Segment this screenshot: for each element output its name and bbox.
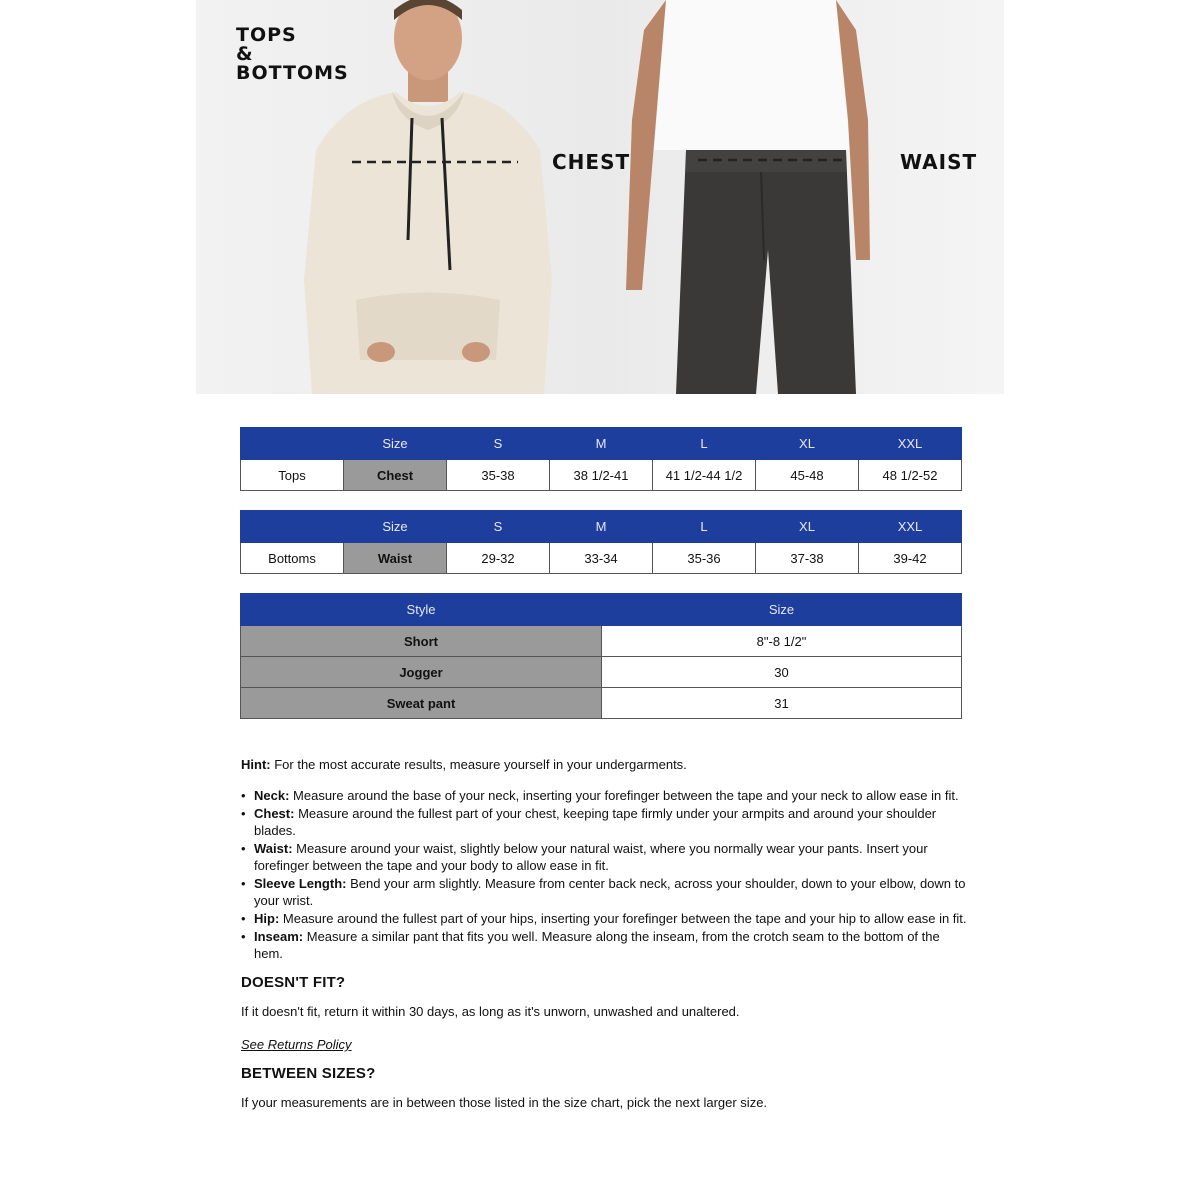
doesnt-fit-heading: DOESN'T FIT?	[241, 974, 346, 991]
table-header-row	[241, 594, 962, 626]
table-row	[241, 626, 962, 657]
style-name-cell: Short	[241, 626, 602, 657]
tip-label: Inseam:	[254, 929, 304, 944]
header-cell: Size	[602, 594, 962, 626]
list-item	[241, 928, 967, 962]
table-cell: 33-34	[550, 543, 653, 574]
list-item	[241, 840, 967, 874]
table-row	[241, 688, 962, 719]
header-cell: XXL	[859, 511, 962, 543]
list-item	[241, 805, 967, 839]
bullet: •	[241, 841, 246, 856]
style-name-cell: Sweat pant	[241, 688, 602, 719]
table-header-row	[241, 511, 962, 543]
inseam-style-table	[240, 593, 962, 719]
hint-text	[241, 756, 967, 773]
table-row	[241, 460, 962, 491]
tip-text: Bend your arm slightly. Measure from center back neck, across your shoulder, down to your elbow, down to your wrist.	[254, 876, 966, 908]
between-sizes-heading: BETWEEN SIZES?	[241, 1065, 376, 1082]
header-cell: XL	[756, 428, 859, 460]
tip-text: Measure around the fullest part of your hips, inserting your forefinger between the tape and your hip to allow ease in fit.	[279, 911, 967, 926]
waist-label: WAIST	[900, 150, 978, 174]
table-cell: 48 1/2-52	[859, 460, 962, 491]
table-cell: 29-32	[447, 543, 550, 574]
bullet: •	[241, 929, 246, 944]
tops-size-table	[240, 427, 962, 491]
hero-image	[196, 0, 1004, 394]
measuring-guide	[241, 756, 967, 1127]
list-item	[241, 875, 967, 909]
measurement-tips-list	[241, 787, 967, 962]
list-item	[241, 787, 967, 804]
style-name-cell: Jogger	[241, 657, 602, 688]
returns-policy-link[interactable]: See Returns Policy	[241, 1037, 352, 1052]
header-cell	[241, 428, 344, 460]
table-cell: 37-38	[756, 543, 859, 574]
tip-text: Measure around the base of your neck, inserting your forefinger between the tape and your neck to allow ease in fit.	[289, 788, 959, 803]
bullet: •	[241, 876, 246, 891]
measure-name-cell: Chest	[344, 460, 447, 491]
bullet: •	[241, 788, 246, 803]
hint-body: For the most accurate results, measure yourself in your undergarments.	[270, 757, 687, 772]
header-cell: L	[653, 428, 756, 460]
table-cell: 35-38	[447, 460, 550, 491]
tip-text: Measure a similar pant that fits you well. Measure along the inseam, from the crotch seam to the bottom of the hem.	[254, 929, 940, 961]
bullet: •	[241, 911, 246, 926]
header-cell: Size	[344, 511, 447, 543]
bottoms-size-table	[240, 510, 962, 574]
header-cell: M	[550, 511, 653, 543]
tip-label: Sleeve Length:	[254, 876, 347, 891]
table-cell: 8"-8 1/2"	[602, 626, 962, 657]
table-cell: 30	[602, 657, 962, 688]
row-label: Bottoms	[241, 543, 344, 574]
table-cell: 38 1/2-41	[550, 460, 653, 491]
tip-label: Neck:	[254, 788, 290, 803]
tip-text: Measure around the fullest part of your chest, keeping tape firmly under your armpits and around your shoulder blades.	[254, 806, 937, 838]
hero-heading	[236, 26, 349, 83]
heading-line: TOPS	[236, 24, 297, 46]
table-cell: 39-42	[859, 543, 962, 574]
header-cell: Size	[344, 428, 447, 460]
bullet: •	[241, 806, 246, 821]
header-cell: Style	[241, 594, 602, 626]
header-cell: S	[447, 511, 550, 543]
measure-name-cell: Waist	[344, 543, 447, 574]
header-cell: L	[653, 511, 756, 543]
tip-label: Chest:	[254, 806, 295, 821]
table-row	[241, 543, 962, 574]
chest-label: CHEST	[552, 150, 631, 174]
heading-line: &	[236, 43, 254, 65]
heading-line: BOTTOMS	[236, 62, 349, 84]
header-cell: S	[447, 428, 550, 460]
tip-label: Hip:	[254, 911, 280, 926]
table-row	[241, 657, 962, 688]
row-label: Tops	[241, 460, 344, 491]
table-cell: 31	[602, 688, 962, 719]
table-header-row	[241, 428, 962, 460]
header-cell	[241, 511, 344, 543]
header-cell: XXL	[859, 428, 962, 460]
doesnt-fit-text: If it doesn't fit, return it within 30 days, as long as it's unworn, unwashed and unaltered.	[241, 1004, 740, 1019]
between-sizes-text: If your measurements are in between those listed in the size chart, pick the next larger size.	[241, 1095, 768, 1110]
table-cell: 45-48	[756, 460, 859, 491]
tip-label: Waist:	[254, 841, 293, 856]
header-cell: XL	[756, 511, 859, 543]
header-cell: M	[550, 428, 653, 460]
table-cell: 41 1/2-44 1/2	[653, 460, 756, 491]
hint-label: Hint:	[241, 757, 271, 772]
tip-text: Measure around your waist, slightly below your natural waist, where you normally wear your pants. Insert your forefinger between the tape and your body to allow ease in fit.	[254, 841, 928, 873]
table-cell: 35-36	[653, 543, 756, 574]
list-item	[241, 910, 967, 927]
